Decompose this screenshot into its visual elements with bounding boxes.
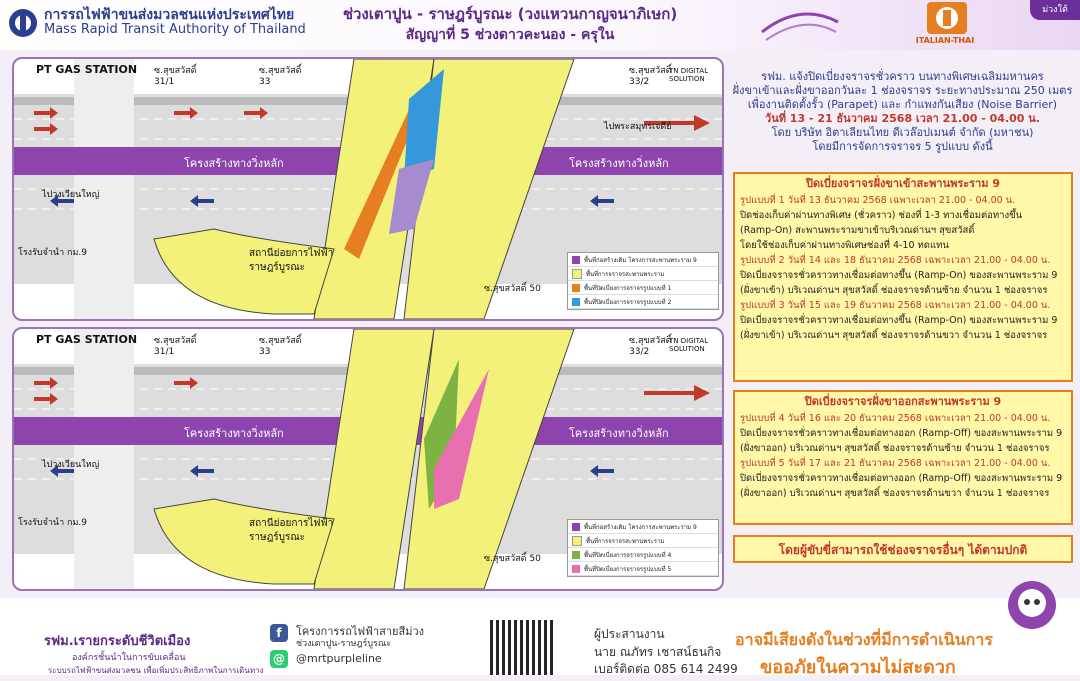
notice-line: โดย บริษัท อิตาเลียนไทย ดีเวล๊อปเมนต์ จำกัด (มหาชน): [771, 126, 1034, 139]
footer-slogan: รฟม.เรายกระดับชีวิตเมือง: [44, 634, 191, 649]
apology: ขออภัยในความไม่สะดวก: [760, 657, 956, 678]
legend-label: พื้นที่การจราจรสะพานพระราม: [586, 270, 665, 278]
outbound-closure-box: [733, 390, 1073, 525]
mascot-icon: [1005, 575, 1060, 635]
pattern-text: ปิดเบี่ยงจราจรชั่วคราวทางเชื่อมต่อทางออก (Ramp-Off) ของสะพานพระราม 9: [740, 428, 1063, 439]
soi-31-1-label: ซ.สุขสวัสดิ์ 31/1: [154, 66, 197, 87]
tn-digital-label: TN DIGITAL SOLUTION: [669, 337, 709, 353]
italian-thai-logo-text: ITALIAN-THAI: [915, 36, 975, 45]
legend-label: พื้นที่การจราจรสะพานพระราม: [586, 537, 665, 545]
box-title: ปิดเบี่ยงจราจรฝั่งขาเข้าสะพานพระราม 9: [806, 177, 1000, 190]
pattern-3-heading: รูปแบบที่ 3 วันที่ 15 และ 19 ธันวาคม 2568 เฉพาะเวลา 21.00 - 04.00 น.: [740, 300, 1051, 311]
line-handle[interactable]: @mrtpurpleline: [296, 652, 382, 665]
to-school-label: ไปวงเวียนใหญ่: [42, 460, 100, 470]
soi-31-1-label: ซ.สุขสวัสดิ์ 31/1: [154, 336, 197, 357]
project-title: ช่วงเตาปูน - ราษฎร์บูรณะ (วงแหวนกาญจนาภิเษก): [342, 5, 678, 23]
contact-title: ผู้ประสานงาน: [594, 627, 665, 641]
soi-33-label: ซ.สุขสวัสดิ์ 33: [259, 66, 302, 87]
pattern-text: ปิดช่องเก็บค่าผ่านทางพิเศษ (ชั่วคราว) ช่องที่ 1-3 ทางเชื่อมต่อทางขึ้น: [740, 210, 1023, 221]
footer-sub2: ระบบรถไฟฟ้าขนส่งมวลชน เพื่อเพิ่มประสิทธิภาพในการเดินทาง: [48, 666, 264, 675]
soi-33-2-label: ซ.สุขสวัสดิ์ 33/2: [629, 66, 672, 87]
facebook-icon[interactable]: f: [270, 624, 288, 642]
legend-label: พื้นที่ปิดเบี่ยงการจราจรรูปแบบที่ 5: [584, 565, 672, 573]
to-samut-prakan-label: ไปพระสมุทรเจดีย์: [604, 122, 672, 132]
pattern-text: ปิดเบี่ยงจราจรชั่วคราวทางเชื่อมต่อทางออก (Ramp-Off) ของสะพานพระราม 9: [740, 473, 1063, 484]
tn-digital-label: TN DIGITAL SOLUTION: [669, 67, 709, 83]
main-structure-label-right: โครงสร้างทางวิ่งหลัก: [569, 427, 669, 440]
gas-station-label: PT GAS STATION: [36, 333, 138, 346]
station-label: สถานีย่อยการไฟฟ้าราษฎร์บูรณะ: [249, 518, 334, 543]
notice-line: รฟม. แจ้งปิดเบี่ยงจราจรชั่วคราว บนทางพิเศษเฉลิมมหานคร: [761, 70, 1044, 83]
legend-inbound: [567, 252, 719, 310]
legend-row: [568, 281, 718, 295]
soi-50-label: ซ.สุขสวัสดิ์ 50: [484, 284, 541, 294]
hospital-label: โรงรับจำนำ กม.9: [18, 518, 87, 528]
contract-title: สัญญาที่ 5 ช่วงดาวคะนอง - ครุใน: [405, 27, 615, 43]
soi-50-label: ซ.สุขสวัสดิ์ 50: [484, 554, 541, 564]
legend-outbound: [567, 519, 719, 577]
pattern-text: โดยใช้ช่องเก็บค่าผ่านทางพิเศษช่องที่ 4-10 ทดแทน: [740, 240, 949, 251]
main-structure-label-right: โครงสร้างทางวิ่งหลัก: [569, 157, 669, 170]
gas-station-label: PT GAS STATION: [36, 63, 138, 76]
legend-row: [568, 295, 718, 309]
final-note: โดยผู้ขับขี่สามารถใช้ช่องจราจรอื่นๆ ได้ตามปกติ: [733, 535, 1073, 563]
legend-label: พื้นที่ปิดเบี่ยงการจราจรรูปแบบที่ 1: [584, 284, 672, 292]
org-name-english: Mass Rapid Transit Authority of Thailand: [44, 22, 306, 37]
pattern-text: ปิดเบี่ยงจราจรชั่วคราวทางเชื่อมต่อทางขึ้น (Ramp-On) ของสะพานพระราม 9: [740, 270, 1058, 281]
station-label: สถานีย่อยการไฟฟ้าราษฎร์บูรณะ: [249, 248, 334, 273]
contact-name: นาย ณภัทร เชาสน์ธนกิจ: [594, 645, 722, 659]
notice-text: [730, 70, 1075, 154]
legend-label: พื้นที่ก่อสร้างเดิม โครงการสะพานพระราม 9: [584, 256, 697, 264]
legend-label: พื้นที่ปิดเบี่ยงการจราจรรูปแบบที่ 2: [584, 298, 672, 306]
legend-row: [568, 534, 718, 548]
pattern-2-heading: รูปแบบที่ 2 วันที่ 14 และ 18 ธันวาคม 2568 เฉพาะเวลา 21.00 - 04.00 น.: [740, 255, 1051, 266]
box-title: ปิดเบี่ยงจราจรฝั่งขาออกสะพานพระราม 9: [804, 395, 1002, 408]
facebook-line2: ช่วงเตาปูน-ราษฎร์บูรณะ: [296, 639, 392, 649]
legend-row: [568, 520, 718, 534]
diagram-panel-inbound: [12, 57, 724, 321]
legend-row: [568, 267, 718, 281]
pattern-text: (ฝั่งขาเข้า) บริเวณด่านฯ สุขสวัสดิ์ ช่องจราจรด้านซ้าย จำนวน 1 ช่องจราจร: [740, 285, 1048, 296]
inbound-closure-box: [733, 172, 1073, 382]
pattern-text: (ฝั่งขาเข้า) บริเวณด่านฯ สุขสวัสดิ์ ช่องจราจรด้านขวา จำนวน 1 ช่องจราจร: [740, 330, 1048, 341]
diagram-panel-outbound: [12, 327, 724, 591]
facebook-line1[interactable]: โครงการรถไฟฟ้าสายสีม่วง: [296, 625, 424, 638]
pattern-text: ปิดเบี่ยงจราจรชั่วคราวทางเชื่อมต่อทางขึ้น (Ramp-On) ของสะพานพระราม 9: [740, 315, 1058, 326]
pattern-4-heading: รูปแบบที่ 4 วันที่ 16 และ 20 ธันวาคม 2568 เฉพาะเวลา 21.00 - 04.00 น.: [740, 413, 1051, 424]
to-school-label: ไปวงเวียนใหญ่: [42, 190, 100, 200]
notice-date: วันที่ 13 - 21 ธันวาคม 2568 เวลา 21.00 - 04.00 น.: [765, 112, 1040, 125]
pattern-text: (Ramp-On) สะพานพระรามขาเข้าบริเวณด่านฯ สุขสวัสดิ์: [740, 225, 975, 236]
footer-sub1: องค์กรชั้นนำในการขับเคลื่อน: [72, 653, 186, 663]
swoosh-decoration-icon: [760, 2, 840, 46]
org-name-thai: การรถไฟฟ้าขนส่งมวลชนแห่งประเทศไทย: [44, 7, 295, 23]
main-structure-label: โครงสร้างทางวิ่งหลัก: [184, 427, 284, 440]
pattern-text: (ฝั่งขาออก) บริเวณด่านฯ สุขสวัสดิ์ ช่องจราจรด้านขวา จำนวน 1 ช่องจราจร: [740, 488, 1050, 499]
pattern-5-heading: รูปแบบที่ 5 วันที่ 17 และ 21 ธันวาคม 2568 เฉพาะเวลา 21.00 - 04.00 น.: [740, 458, 1051, 469]
legend-label: พื้นที่ปิดเบี่ยงการจราจรรูปแบบที่ 4: [584, 551, 672, 559]
legend-row: [568, 253, 718, 267]
qr-code-icon[interactable]: [490, 620, 554, 675]
soi-33-2-label: ซ.สุขสวัสดิ์ 33/2: [629, 336, 672, 357]
notice-line: ฝั่งขาเข้าและฝั่งขาออกวันละ 1 ช่องจราจร ระยะทางประมาณ 250 เมตร: [732, 84, 1073, 97]
mrta-logo-icon: [8, 4, 38, 42]
notice-line: เพื่องานติดตั้งรั้ว (Parapet) และ กำแพงกันเสียง (Noise Barrier): [747, 98, 1058, 111]
pattern-text: (ฝั่งขาออก) บริเวณด่านฯ สุขสวัสดิ์ ช่องจราจรด้านซ้าย จำนวน 1 ช่องจราจร: [740, 443, 1050, 454]
legend-row: [568, 548, 718, 562]
legend-row: [568, 562, 718, 576]
main-structure-label: โครงสร้างทางวิ่งหลัก: [184, 157, 284, 170]
legend-label: พื้นที่ก่อสร้างเดิม โครงการสะพานพระราม 9: [584, 523, 697, 531]
noise-warning: อาจมีเสียงดังในช่วงที่มีการดำเนินการ: [735, 630, 993, 649]
contact-phone: เบอร์ติดต่อ 085 614 2499: [594, 662, 738, 676]
hospital-label: โรงรับจำนำ กม.9: [18, 248, 87, 258]
soi-33-label: ซ.สุขสวัสดิ์ 33: [259, 336, 302, 357]
corner-tag: ม่วงใต้: [1030, 0, 1080, 20]
notice-line: โดยมีการจัดการจราจร 5 รูปแบบ ดังนี้: [812, 140, 993, 153]
pattern-1-heading: รูปแบบที่ 1 วันที่ 13 ธันวาคม 2568 เฉพาะเวลา 21.00 - 04.00 น.: [740, 195, 1016, 206]
line-icon[interactable]: @: [270, 650, 288, 668]
